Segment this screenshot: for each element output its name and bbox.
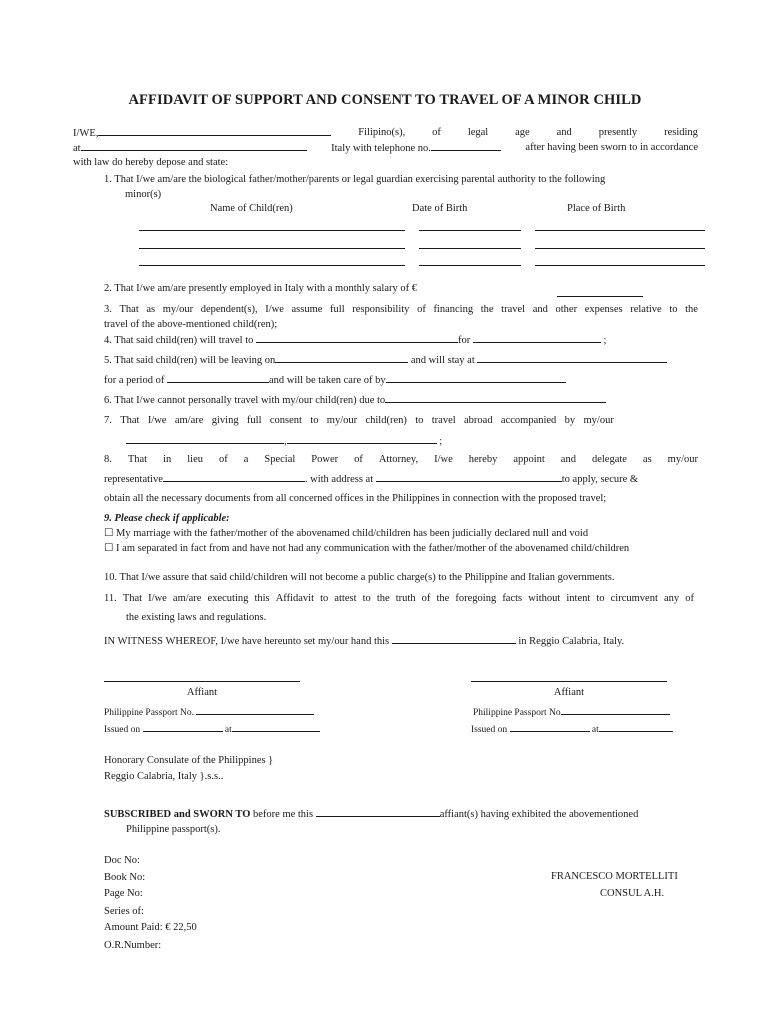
passport-right-blank[interactable] xyxy=(561,705,670,715)
item-4-semicolon: ; xyxy=(603,335,607,346)
item-8-rep: representative xyxy=(104,474,163,485)
issued-at: at xyxy=(224,725,232,735)
affiant-right-label: Affiant xyxy=(553,687,585,698)
destination-blank[interactable] xyxy=(256,333,458,343)
representative-blank[interactable] xyxy=(163,472,305,482)
col-header-pob: Place of Birth xyxy=(567,203,626,214)
child-dob-blank[interactable] xyxy=(419,265,521,266)
address-blank[interactable] xyxy=(81,141,307,151)
affiant-right-issued xyxy=(471,722,673,737)
subscribed-line xyxy=(104,807,638,821)
passport-label: Philippine Passport No. xyxy=(104,708,194,718)
item-6-text: 6. That I/we cannot personally travel with my/our child(ren) due to xyxy=(104,395,386,406)
item-9-option-1[interactable]: ☐ My marriage with the father/mother of the abovenamed child/children has been judicially declared null and void xyxy=(104,528,589,539)
rep-address-blank[interactable] xyxy=(376,472,562,482)
salary-blank[interactable] xyxy=(557,296,643,297)
intro-word: of xyxy=(432,127,441,138)
or-number: O.R.Number: xyxy=(104,940,162,951)
issued-at: at xyxy=(591,725,599,735)
intro-iwe: I/WE, xyxy=(73,128,99,139)
item-1-line-1: 1. That I/we am/are the biological father/mother/parents or legal guardian exercising parental authority to the following xyxy=(104,174,606,185)
item-5-stay: and will stay at xyxy=(410,355,475,366)
amount-paid: Amount Paid: € 22,50 xyxy=(104,922,197,933)
child-pob-blank[interactable] xyxy=(535,265,705,266)
witness-place: in Reggio Calabria, Italy. xyxy=(518,636,625,647)
witness-text: IN WITNESS WHEREOF, I/we have hereunto set my/our hand this xyxy=(104,636,390,647)
affiant-right-passport xyxy=(473,705,670,720)
item-1-line-2: minor(s) xyxy=(125,189,162,200)
intro-word: and xyxy=(556,127,572,138)
item-9-option-2[interactable]: ☐ I am separated in fact from and have not had any communication with the father/mother of the abovenamed child/children xyxy=(104,543,630,554)
item-5 xyxy=(104,353,667,367)
affiant-left-label: Affiant xyxy=(186,687,218,698)
child-name-blank[interactable] xyxy=(139,230,405,231)
passport-left-blank[interactable] xyxy=(196,705,314,715)
series-of: Series of: xyxy=(104,906,144,917)
item-11-line-2: the existing laws and regulations. xyxy=(126,612,267,623)
item-7-comma: , xyxy=(284,436,287,447)
subscribed-date-blank[interactable] xyxy=(316,807,440,817)
page-no: Page No: xyxy=(104,888,143,899)
col-header-dob: Date of Birth xyxy=(412,203,468,214)
child-dob-blank[interactable] xyxy=(419,248,521,249)
stay-address-blank[interactable] xyxy=(477,353,667,363)
item-8-line-3: obtain all the necessary documents from all concerned offices in the Philippines in connection with the proposed travel; xyxy=(104,493,607,504)
affiant-right-signature-line[interactable] xyxy=(471,681,667,682)
item-5-period: for a period of xyxy=(104,375,165,386)
issued-left-place-blank[interactable] xyxy=(232,722,320,732)
book-no: Book No: xyxy=(104,872,146,883)
item-7-line-2 xyxy=(126,434,442,448)
consulate-line-1: Honorary Consulate of the Philippines } xyxy=(104,755,274,766)
issued-label: Issued on xyxy=(471,725,508,735)
issued-label: Issued on xyxy=(104,725,141,735)
companion-blank-2[interactable] xyxy=(287,434,437,444)
consul-title: CONSUL A.H. xyxy=(600,888,665,899)
item-3-line-1: 3. That as my/our dependent(s), I/we assume full responsibility of financing the travel and other expenses relative to the xyxy=(104,304,698,315)
child-pob-blank[interactable] xyxy=(535,248,705,249)
item-5-line-2 xyxy=(104,373,566,387)
subscribed-text: before me this xyxy=(250,809,314,820)
item-4-for: for xyxy=(458,335,471,346)
item-4 xyxy=(104,333,606,347)
child-pob-blank[interactable] xyxy=(535,230,705,231)
caretaker-blank[interactable] xyxy=(386,373,566,383)
subscribed-after: affiant(s) having exhibited the abovementioned xyxy=(439,809,639,820)
subscribed-heading: SUBSCRIBED and SWORN TO xyxy=(104,809,251,820)
document-title: AFFIDAVIT OF SUPPORT AND CONSENT TO TRAVEL OF A MINOR CHILD xyxy=(128,92,642,108)
issued-right-place-blank[interactable] xyxy=(599,722,673,732)
passport-label: Philippine Passport No xyxy=(473,708,561,718)
col-header-name: Name of Child(ren) xyxy=(210,203,293,214)
period-blank[interactable] xyxy=(167,373,269,383)
consul-name: FRANCESCO MORTELLITI xyxy=(551,871,678,882)
item-4-text: 4. That said child(ren) will travel to xyxy=(104,335,254,346)
consulate-line-2: Reggio Calabria, Italy }.s.s.. xyxy=(104,771,224,782)
item-6 xyxy=(104,393,606,407)
witness-date-blank[interactable] xyxy=(392,634,516,644)
item-2: 2. That I/we am/are presently employed in Italy with a monthly salary of € xyxy=(104,283,417,294)
subscribed-line-2: Philippine passport(s). xyxy=(126,824,221,835)
intro-line-2 xyxy=(73,141,698,155)
name-blank[interactable] xyxy=(98,126,331,136)
item-5-text: 5. That said child(ren) will be leaving on xyxy=(104,355,276,366)
purpose-blank[interactable] xyxy=(473,333,601,343)
intro-word: legal xyxy=(467,127,489,138)
intro-at: at xyxy=(73,143,81,154)
witness-line xyxy=(104,634,624,648)
child-dob-blank[interactable] xyxy=(419,230,521,231)
intro-tel: Italy with telephone no. xyxy=(331,143,431,154)
item-7: 7. That I/we am/are giving full consent to my/our child(ren) to travel abroad accompanied by my/our xyxy=(104,415,614,426)
issued-right-date-blank[interactable] xyxy=(510,722,590,732)
doc-no: Doc No: xyxy=(104,855,140,866)
affiant-left-signature-line[interactable] xyxy=(104,681,300,682)
intro-after: after having been sworn to in accordance xyxy=(525,142,698,153)
item-9-label: 9. Please check if applicable: xyxy=(104,513,230,524)
intro-line-1 xyxy=(73,126,698,140)
item-8-line-1: 8. That in lieu of a Special Power of Attorney, I/we hereby appoint and delegate as my/our xyxy=(104,454,698,465)
telephone-blank[interactable] xyxy=(431,141,501,151)
child-name-blank[interactable] xyxy=(139,265,405,266)
child-name-blank[interactable] xyxy=(139,248,405,249)
affiant-left-issued xyxy=(104,722,320,737)
companion-blank-1[interactable] xyxy=(126,434,284,444)
intro-word: presently xyxy=(598,127,638,138)
item-8-address: . with address at xyxy=(304,474,374,485)
leaving-date-blank[interactable] xyxy=(275,353,408,363)
item-3-line-2: travel of the above-mentioned child(ren); xyxy=(104,319,278,330)
reason-blank[interactable] xyxy=(385,393,606,403)
intro-word: age xyxy=(515,127,530,138)
item-8-line-2 xyxy=(104,472,638,486)
item-10: 10. That I/we assure that said child/children will not become a public charge(s) to the Philippine and Italian governments. xyxy=(104,572,615,583)
item-5-care: and will be taken care of by xyxy=(268,375,386,386)
issued-left-date-blank[interactable] xyxy=(143,722,223,732)
item-8-apply: to apply, secure & xyxy=(561,474,639,485)
intro-word: residing xyxy=(664,127,698,138)
intro-word: Filipino(s), xyxy=(358,127,406,138)
item-7-semicolon: ; xyxy=(439,436,443,447)
item-11-line-1: 11. That I/we am/are executing this Affidavit to attest to the truth of the foregoing facts without intent to circumvent any of xyxy=(104,593,694,604)
affiant-left-passport xyxy=(104,705,314,720)
intro-line-3: with law do hereby depose and state: xyxy=(73,157,229,168)
